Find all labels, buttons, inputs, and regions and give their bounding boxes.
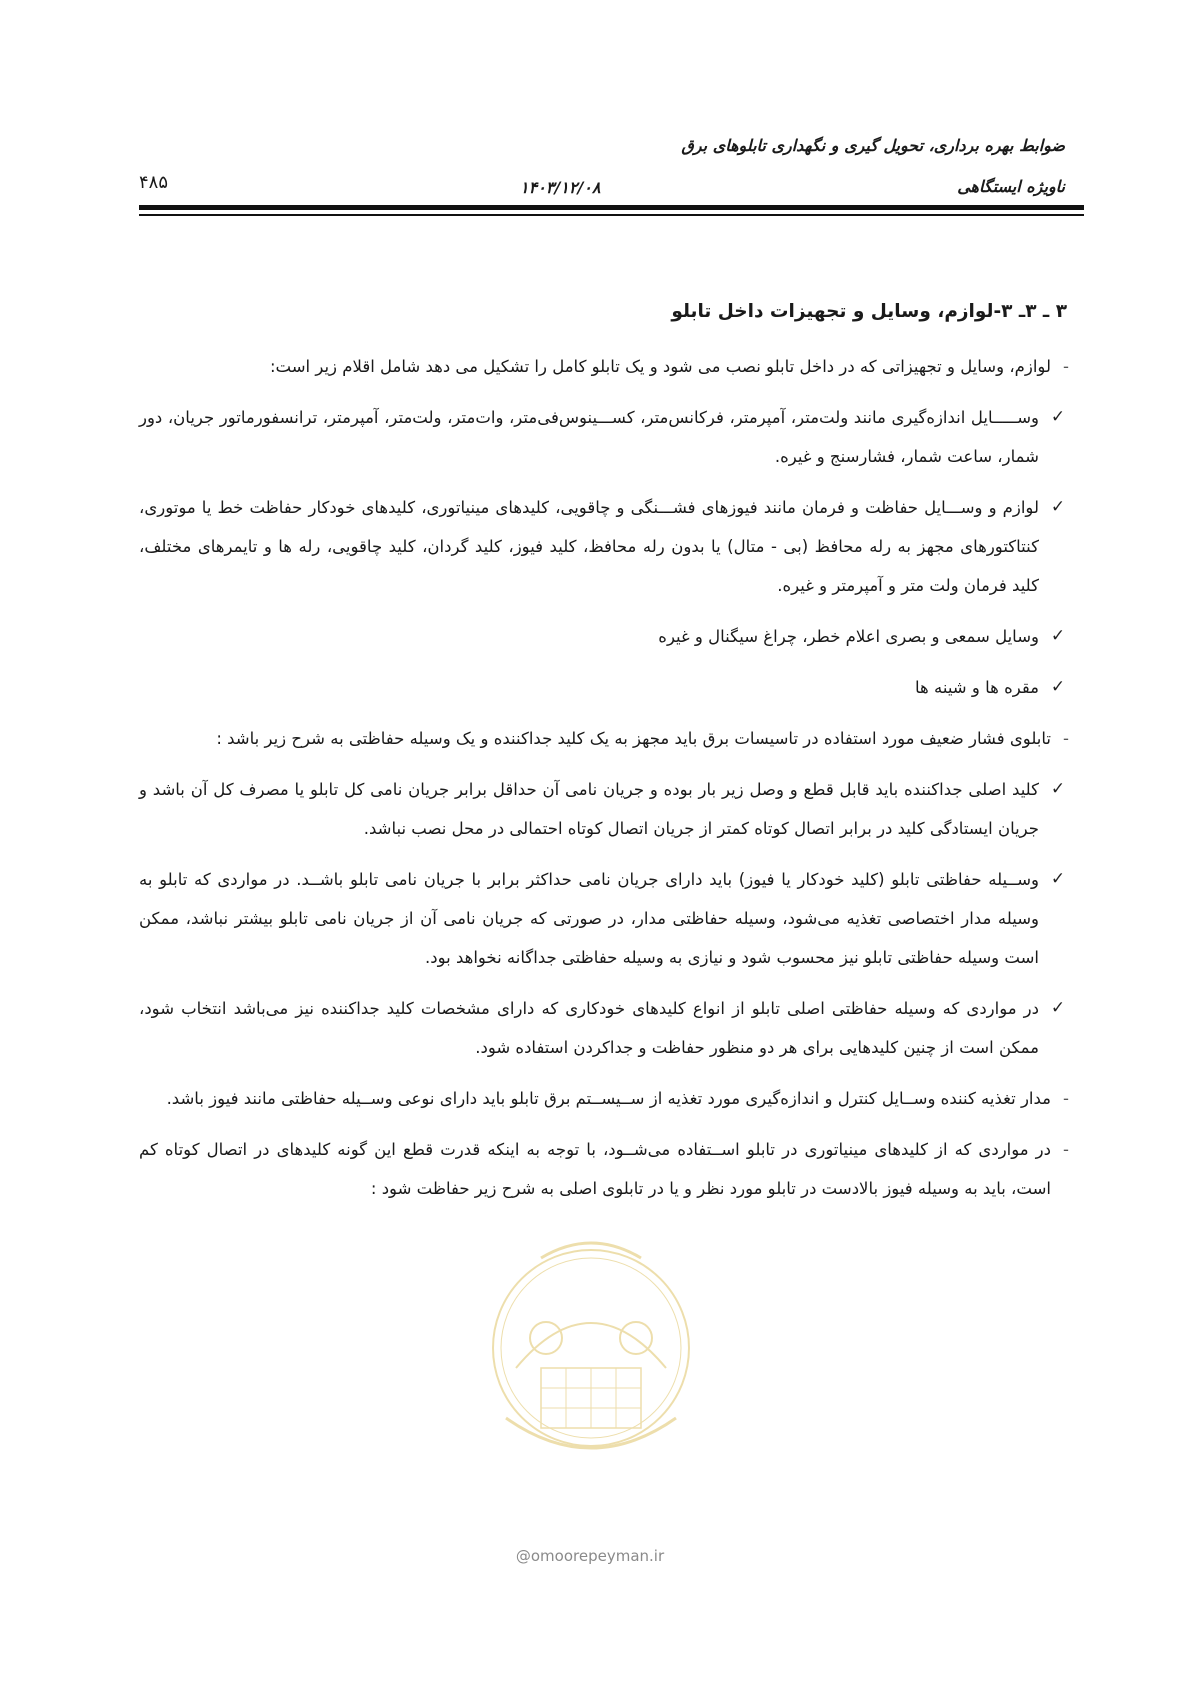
checkmark-icon: ✓ xyxy=(1050,998,1066,1018)
dash-bullet: - xyxy=(1063,1140,1069,1159)
list-item xyxy=(139,347,1079,386)
list-item-text: در مواردی که از کلیدهای مینیاتوری در تابلو اســتفاده می‌شــود، با توجه به اینکه قدرت قطع این گونه کلیدهای در اتصال کوتاه کم است، باید به وسیله فیوز بالادست در تابلو مورد نظر و یا در تابلوی اصلی به شرح زیر حفاظت شود : xyxy=(139,1140,1051,1198)
document-body xyxy=(139,292,1079,1220)
list-item xyxy=(139,860,1079,977)
list-item-text: لوازم، وسایل و تجهیزاتی که در داخل تابلو نصب می شود و یک تابلو کامل را تشکیل می دهد شامل اقلام زیر است: xyxy=(269,357,1051,376)
checkmark-icon: ✓ xyxy=(1050,497,1066,517)
list-item-text: مدار تغذیه کننده وســایل کنترل و اندازه‌گیری مورد تغذیه از ســیســتم برق تابلو باید دارای نوعی وســیله حفاظتی مانند فیوز باشد. xyxy=(166,1089,1051,1108)
list-item-text: وســیله حفاظتی تابلو (کلید خودکار یا فیوز) باید دارای جریان نامی حداکثر برابر با جریان نامی تابلو باشــد. در مواردی که تابلو به وسیله مدار اختصاصی تغذیه می‌شود، وسیله حفاظتی مدار، در صورتی که جریان نامی آن از جریان نامی تابلو بیشتر نباشد، ممکن است وسیله حفاظتی تابلو نیز محسوب شود و نیازی به وسیله حفاظتی جداگانه نخواهد بود. xyxy=(139,870,1039,967)
list-item-text: لوازم و وســـایل حفاظت و فرمان مانند فیوزهای فشـــنگی و چاقویی، کلیدهای مینیاتوری، کلیدهای خودکار حفاظت خط یا موتوری، کنتاکتورهای مجهز به رله محافظ (بی - متال) یا بدون رله محافظ، کلید فیوز، کلید گردان، کلید چاقویی، رله ها و تایمرهای مختلف، کلید فرمان ولت متر و آمپرمتر و غیره. xyxy=(139,498,1039,595)
list-item xyxy=(139,617,1079,656)
list-item xyxy=(139,989,1079,1067)
list-item xyxy=(139,719,1079,758)
checkmark-icon: ✓ xyxy=(1050,677,1066,697)
list-item xyxy=(139,770,1079,848)
list-item-text: کلید اصلی جداکننده باید قابل قطع و وصل زیر بار بوده و جریان نامی آن حداقل برابر جریان نامی کل تابلو یا مصرف کل آن باشد و جریان ایستادگی کلید در برابر اتصال کوتاه کمتر از جریان اتصال کوتاه احتمالی در محل نصب نباشد. xyxy=(139,780,1039,838)
list-item-text: وسایل سمعی و بصری اعلام خطر، چراغ سیگنال و غیره xyxy=(658,627,1039,646)
checkmark-icon: ✓ xyxy=(1050,407,1066,427)
watermark-seal-icon xyxy=(486,1218,696,1488)
dash-bullet: - xyxy=(1063,729,1069,748)
dash-bullet: - xyxy=(1063,357,1069,376)
watermark-url: @omoorepeyman.ir xyxy=(515,1547,665,1565)
list-item-text: در مواردی که وسیله حفاظتی اصلی تابلو از انواع کلیدهای خودکاری که دارای مشخصات کلید جداکننده نیز می‌باشد انتخاب شود، ممکن است از چنین کلیدهایی برای هر دو منظور حفاظت و جداکردن استفاده شود. xyxy=(139,999,1039,1057)
header-title: ضوابط بهره برداری، تحویل گیری و نگهداری تابلوهای برق xyxy=(681,136,1065,155)
page-number: ۴۸۵ xyxy=(139,172,169,193)
list-item-text: مقره ها و شینه ها xyxy=(915,678,1039,697)
header-rule-thin xyxy=(139,214,1084,216)
list-item xyxy=(139,398,1079,476)
section-heading: ۳ ـ ۳ـ ۳-لوازم، وسایل و تجهیزات داخل تابلو xyxy=(671,301,1067,322)
checkmark-icon: ✓ xyxy=(1050,626,1066,646)
dash-bullet: - xyxy=(1063,1089,1069,1108)
header-rule-thick xyxy=(139,205,1084,210)
list-item xyxy=(139,1130,1079,1208)
list-item xyxy=(139,1079,1079,1118)
list-item xyxy=(139,668,1079,707)
list-item-text: تابلوی فشار ضعیف مورد استفاده در تاسیسات برق باید مجهز به یک کلید جداکننده و یک وسیله حفاظتی به شرح زیر باشد : xyxy=(216,729,1051,748)
checkmark-icon: ✓ xyxy=(1050,779,1066,799)
list-item xyxy=(139,488,1079,605)
checkmark-icon: ✓ xyxy=(1050,869,1066,889)
list-item-text: وســـــایل اندازه‌گیری مانند ولت‌متر، آمپرمتر، فرکانس‌متر، کســـینوس‌فی‌متر، وات‌متر، ولت‌متر، آمپرمتر، ترانسفورماتور جریان، دور شمار، ساعت شمار، فشارسنج و غیره. xyxy=(139,408,1039,466)
header-subtitle: ناویژه ایستگاهی xyxy=(957,177,1065,196)
header-date: ۱۴۰۳/۱۲/۰۸ xyxy=(520,178,601,197)
